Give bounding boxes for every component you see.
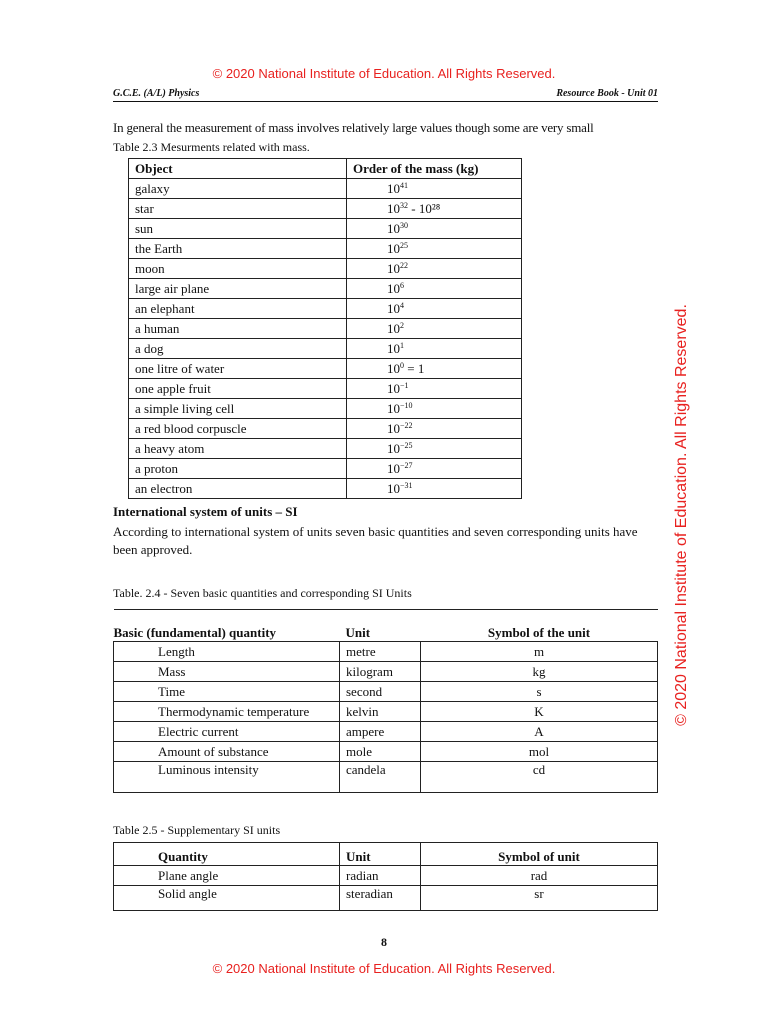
mass-exponent: −1 — [400, 380, 409, 390]
table-row — [114, 762, 658, 793]
table-row — [114, 742, 658, 762]
mass-exponent: 25 — [400, 240, 408, 250]
table2-header-symbol: Symbol of the unit — [421, 610, 658, 642]
symbol-cell: K — [421, 702, 658, 722]
object-cell: a simple living cell — [129, 399, 347, 419]
mass-cell — [347, 319, 522, 339]
mass-cell — [347, 179, 522, 199]
quantity-cell: Amount of substance — [114, 742, 340, 762]
mass-cell — [347, 219, 522, 239]
mass-cell — [347, 439, 522, 459]
header-left: G.C.E. (A/L) Physics — [113, 88, 200, 99]
table3-header-quantity: Quantity — [114, 843, 340, 866]
table-row — [129, 299, 522, 319]
symbol-cell: kg — [421, 662, 658, 682]
symbol-cell: m — [421, 642, 658, 662]
object-cell: an electron — [129, 479, 347, 499]
table-row — [129, 199, 522, 219]
table-row — [129, 179, 522, 199]
table3-caption: Table 2.5 - Supplementary SI units — [113, 823, 281, 837]
quantity-cell: Length — [114, 642, 340, 662]
table3-header-symbol: Symbol of unit — [421, 843, 658, 866]
table-row — [129, 479, 522, 499]
mass-exponent: −10 — [400, 400, 413, 410]
mass-cell — [347, 199, 522, 219]
quantity-cell: Mass — [114, 662, 340, 682]
mass-suffix: = 1 — [404, 360, 425, 376]
object-cell: the Earth — [129, 239, 347, 259]
table-row — [129, 419, 522, 439]
object-cell: a proton — [129, 459, 347, 479]
unit-cell: mole — [340, 742, 421, 762]
mass-exponent: −31 — [400, 480, 413, 490]
page-number: 8 — [381, 935, 387, 949]
mass-cell — [347, 479, 522, 499]
symbol-cell: s — [421, 682, 658, 702]
mass-cell — [347, 379, 522, 399]
section-title: International system of units – SI — [113, 504, 298, 519]
object-cell: galaxy — [129, 179, 347, 199]
table-row — [114, 682, 658, 702]
table-row — [129, 259, 522, 279]
object-cell: sun — [129, 219, 347, 239]
unit-cell: ampere — [340, 722, 421, 742]
table-row — [129, 439, 522, 459]
object-cell: one apple fruit — [129, 379, 347, 399]
mass-cell — [347, 279, 522, 299]
unit-cell: metre — [340, 642, 421, 662]
object-cell: a red blood corpuscle — [129, 419, 347, 439]
symbol-cell: cd — [421, 762, 658, 793]
mass-base: 10 — [387, 300, 400, 316]
mass-cell — [347, 299, 522, 319]
unit-cell: second — [340, 682, 421, 702]
mass-exponent: −22 — [400, 420, 413, 430]
object-cell: moon — [129, 259, 347, 279]
table-row — [114, 886, 658, 911]
table-row — [129, 319, 522, 339]
mass-cell — [347, 399, 522, 419]
mass-table — [128, 158, 522, 499]
mass-exponent: 1 — [400, 340, 404, 350]
quantity-cell: Solid angle — [114, 886, 340, 911]
table1-caption: Table 2.3 Mesurments related with mass. — [113, 140, 310, 154]
table-row — [129, 239, 522, 259]
mass-cell — [347, 239, 522, 259]
mass-base: 10 — [387, 280, 400, 296]
table-row — [129, 279, 522, 299]
mass-exponent: 22 — [400, 260, 408, 270]
quantity-cell: Plane angle — [114, 866, 340, 886]
mass-base: 10 — [387, 320, 400, 336]
mass-base: 10 — [387, 240, 400, 256]
object-cell: star — [129, 199, 347, 219]
mass-base: 10 — [387, 360, 400, 376]
quantity-cell: Electric current — [114, 722, 340, 742]
symbol-cell: mol — [421, 742, 658, 762]
mass-base: 10 — [387, 480, 400, 496]
table-row — [114, 702, 658, 722]
mass-exponent: 0 — [400, 360, 404, 370]
mass-exponent: −27 — [400, 460, 413, 470]
page-header — [113, 88, 658, 102]
object-cell: a heavy atom — [129, 439, 347, 459]
supplementary-units-table — [113, 842, 658, 911]
copyright-bottom: © 2020 National Institute of Education. All Rights Reserved. — [212, 961, 556, 976]
mass-base: 10 — [387, 460, 400, 476]
mass-base: 10 — [387, 340, 400, 356]
mass-cell — [347, 259, 522, 279]
table-row — [129, 399, 522, 419]
symbol-cell: sr — [421, 886, 658, 911]
symbol-cell: rad — [421, 866, 658, 886]
mass-exponent: −25 — [400, 440, 413, 450]
mass-base: 10 — [387, 180, 400, 196]
table1-header-mass: Order of the mass (kg) — [347, 159, 522, 179]
object-cell: large air plane — [129, 279, 347, 299]
mass-cell — [347, 359, 522, 379]
unit-cell: candela — [340, 762, 421, 793]
section-paragraph: According to international system of units seven basic quantities and seven corresponding units have been approved. — [113, 524, 638, 557]
quantity-cell: Luminous intensity — [114, 762, 340, 793]
table-row — [129, 339, 522, 359]
mass-exponent: 4 — [400, 300, 404, 310]
table-row — [129, 459, 522, 479]
header-right: Resource Book - Unit 01 — [556, 88, 658, 99]
table-row — [114, 866, 658, 886]
mass-base: 10 — [387, 380, 400, 396]
mass-base: 10 — [387, 220, 400, 236]
table2-caption: Table. 2.4 - Seven basic quantities and corresponding SI Units — [113, 586, 412, 600]
mass-cell — [347, 459, 522, 479]
object-cell: an elephant — [129, 299, 347, 319]
unit-cell: steradian — [340, 886, 421, 911]
mass-exponent: 2 — [400, 320, 404, 330]
mass-base: 10 — [387, 420, 400, 436]
mass-base: 10 — [387, 400, 400, 416]
si-units-table — [113, 609, 658, 793]
mass-cell — [347, 419, 522, 439]
table3-header-unit: Unit — [340, 843, 421, 866]
table-row — [129, 379, 522, 399]
table-row — [114, 722, 658, 742]
unit-cell: radian — [340, 866, 421, 886]
unit-cell: kilogram — [340, 662, 421, 682]
mass-base: 10 — [387, 200, 400, 216]
intro-text: In general the measurement of mass involves relatively large values though some are very small — [113, 120, 594, 135]
table2-header-quantity: Basic (fundamental) quantity — [114, 610, 340, 642]
symbol-cell: A — [421, 722, 658, 742]
unit-cell: kelvin — [340, 702, 421, 722]
mass-exponent: 30 — [400, 220, 408, 230]
object-cell: a human — [129, 319, 347, 339]
quantity-cell: Thermodynamic temperature — [114, 702, 340, 722]
quantity-cell: Time — [114, 682, 340, 702]
mass-suffix: - 10²⁸ — [408, 200, 441, 216]
table1-header-object: Object — [129, 159, 347, 179]
object-cell: one litre of water — [129, 359, 347, 379]
table-row — [129, 359, 522, 379]
object-cell: a dog — [129, 339, 347, 359]
table-row — [114, 662, 658, 682]
mass-cell — [347, 339, 522, 359]
table-row — [114, 642, 658, 662]
copyright-top: © 2020 National Institute of Education. All Rights Reserved. — [212, 66, 556, 81]
mass-exponent: 32 — [400, 200, 408, 210]
mass-exponent: 6 — [400, 280, 404, 290]
table2-header-unit: Unit — [340, 610, 421, 642]
mass-base: 10 — [387, 440, 400, 456]
table-row — [129, 219, 522, 239]
mass-base: 10 — [387, 260, 400, 276]
copyright-side: © 2020 National Institute of Education. All Rights Reserved. — [673, 304, 690, 726]
mass-exponent: 41 — [400, 180, 408, 190]
